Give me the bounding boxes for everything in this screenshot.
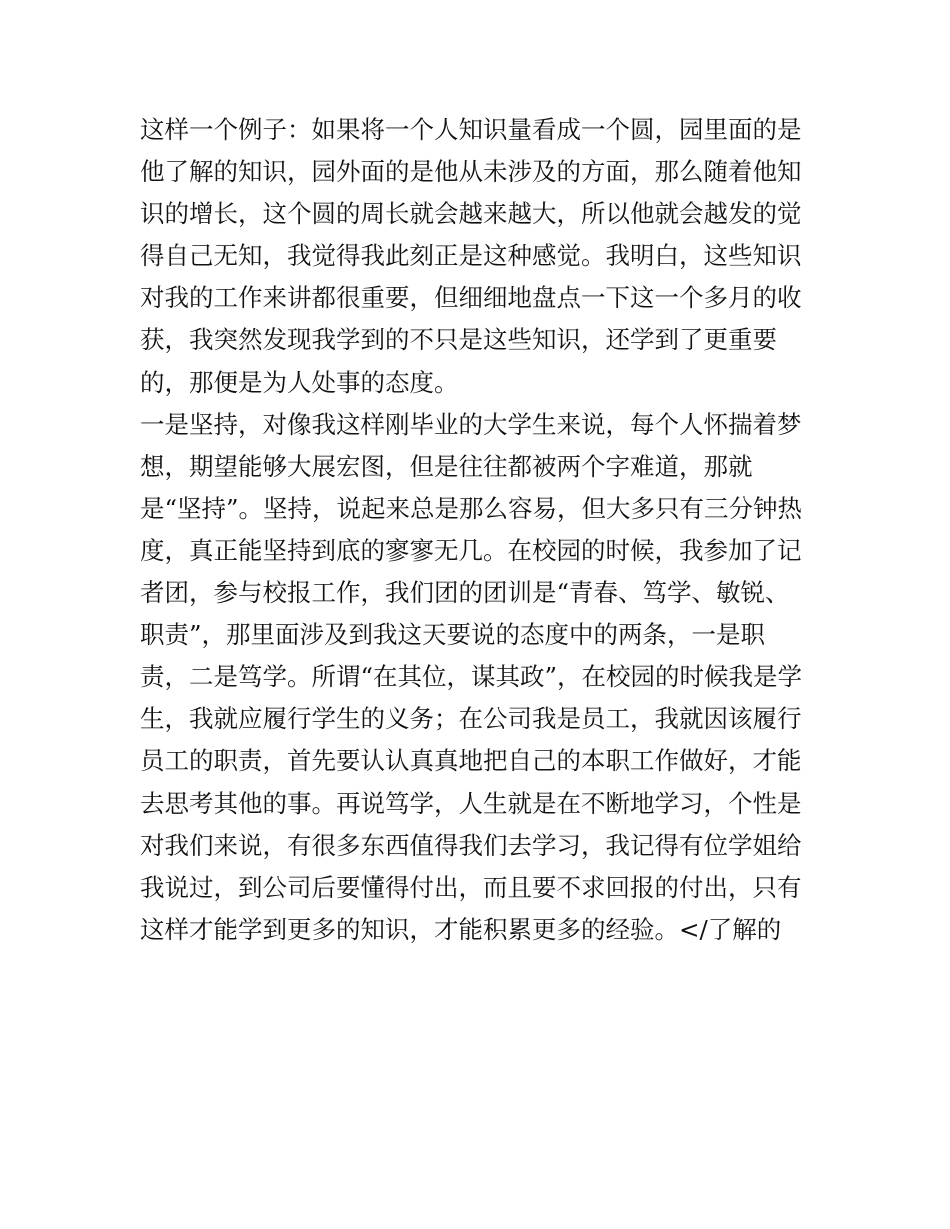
text-line: 想，期望能够大展宏图，但是往往都被两个字难道，那就 [140,451,753,481]
text-line: 对我们来说，有很多东西值得我们去学习，我记得有位学姐给 [140,830,802,860]
text-line: 生，我就应履行学生的义务；在公司我是员工，我就因该履行 [140,704,802,734]
body-text [140,109,820,951]
text-line: 者团，参与校报工作，我们团的团训是“青春、笃学、敏锐、 [140,578,790,608]
text-line: 职责”，那里面涉及到我这天要说的态度中的两条，一是职 [140,620,766,650]
text-line: 一是坚持，对像我这样刚毕业的大学生来说，每个人怀揣着梦 [140,409,802,439]
text-line: 的，那便是为人处事的态度。 [140,367,459,397]
text-line: 我说过，到公司后要懂得付出，而且要不求回报的付出，只有 [140,872,802,902]
text-line: 对我的工作来讲都很重要，但细细地盘点一下这一个多月的收 [140,283,802,313]
text-line: 获，我突然发现我学到的不只是这些知识，还学到了更重要 [140,325,777,355]
text-line: 识的增长，这个圆的周长就会越来越大，所以他就会越发的觉 [140,199,802,229]
text-line: 责，二是笃学。所谓“在其位，谋其政”，在校园的时候我是学 [140,662,803,692]
text-line: 度，真正能坚持到底的寥寥无几。在校园的时候，我参加了记 [140,535,802,565]
text-line: 是“坚持”。坚持，说起来总是那么容易，但大多只有三分钟热 [140,493,803,523]
text-line: 这样才能学到更多的知识，才能积累更多的经验。</了解的 [140,914,782,944]
text-line: 得自己无知，我觉得我此刻正是这种感觉。我明白，这些知识 [140,241,802,271]
text-line: 这样一个例子：如果将一个人知识量看成一个圆，园里面的是 [140,115,802,144]
text-line: 员工的职责，首先要认认真真地把自己的本职工作做好，才能 [140,746,802,776]
text-line: 去思考其他的事。再说笃学，人生就是在不断地学习，个性是 [140,788,802,818]
text-line: 他了解的知识，园外面的是他从未涉及的方面，那么随着他知 [140,157,802,187]
